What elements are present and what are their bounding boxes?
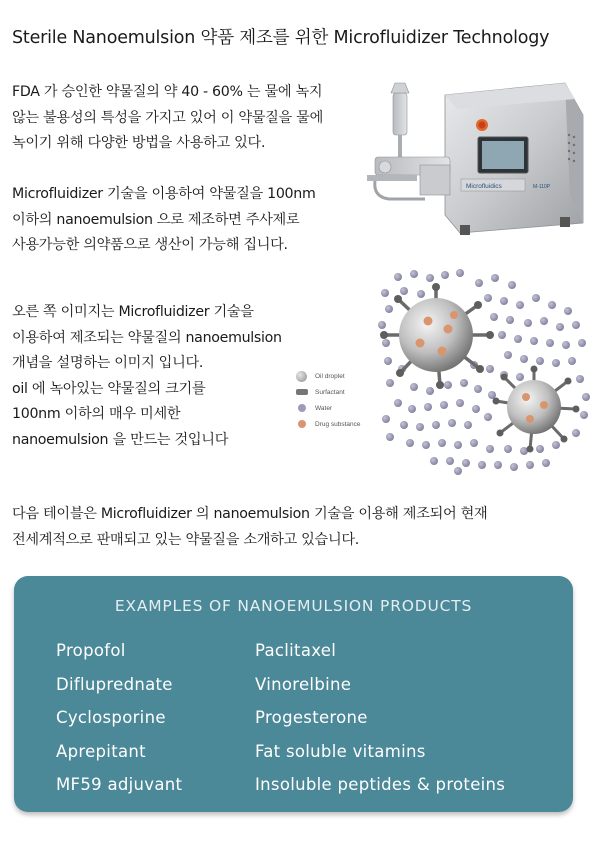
text-line: 전세계적으로 판매되고 있는 약물질을 소개하고 있습니다. bbox=[12, 531, 359, 548]
intro-paragraph bbox=[12, 80, 323, 157]
nanoemulsion-products-panel bbox=[14, 576, 573, 812]
text-line: 녹이기 위해 다양한 방법을 사용하고 있다. bbox=[12, 135, 266, 151]
text-line: oil 에 녹아있는 약물질의 크기를 bbox=[12, 380, 206, 397]
product-item: MF59 adjuvant bbox=[56, 775, 183, 794]
technology-paragraph bbox=[12, 182, 316, 259]
text-line: FDA 가 승인한 약물질의 약 40 - 60% 는 물에 녹지 bbox=[12, 84, 323, 100]
microfluidizer-machine-image bbox=[365, 75, 590, 240]
diagram-explanation-paragraph bbox=[12, 300, 282, 453]
legend-item-drug: Drug substance bbox=[296, 416, 361, 432]
text-line: 오른 쪽 이미지는 Microfluidizer 기술을 bbox=[12, 304, 254, 320]
legend-item-water: Water bbox=[296, 400, 361, 416]
oil-droplet-swatch bbox=[296, 371, 307, 382]
text-line: Microfluidizer 기술을 이용하여 약물질을 100nm bbox=[12, 186, 316, 202]
machine-model-label: M-110P bbox=[533, 184, 551, 190]
product-item: Paclitaxel bbox=[255, 641, 337, 660]
text-line: 이용하여 제조되는 약물질의 nanoemulsion bbox=[12, 329, 282, 346]
oil-droplet-small bbox=[493, 366, 580, 453]
product-item: Vinorelbine bbox=[255, 674, 352, 694]
products-right-column bbox=[255, 634, 505, 802]
text-line: 다음 테이블은 Microfluidizer 의 nanoemulsion 기술을 이용해 제조되어 현재 bbox=[12, 506, 488, 522]
products-left-column bbox=[56, 634, 182, 802]
text-line: 사용가능한 의약품으로 생산이 가능해 집니다. bbox=[12, 237, 288, 253]
page-title: Sterile Nanoemulsion 약품 제조를 위한 Microfluidizer Technology bbox=[12, 28, 550, 48]
text-line: 개념을 설명하는 이미지 입니다. bbox=[12, 355, 204, 371]
product-item: Propofol bbox=[56, 641, 126, 660]
oil-droplet-large bbox=[380, 283, 494, 389]
text-line: 않는 불용성의 특성을 가지고 있어 이 약물질을 물에 bbox=[12, 109, 323, 126]
text-line: nanoemulsion 을 만드는 것입니다 bbox=[12, 431, 229, 448]
legend-item-oil: Oil droplet bbox=[296, 368, 361, 384]
text-line: 100nm 이하의 매우 미세한 bbox=[12, 406, 181, 422]
product-item: Insoluble peptides & proteins bbox=[255, 775, 506, 794]
product-item: Difluprednate bbox=[56, 674, 173, 694]
table-intro-paragraph bbox=[12, 502, 487, 553]
product-item: Cyclosporine bbox=[56, 708, 166, 727]
water-swatch bbox=[298, 404, 306, 412]
product-item: Fat soluble vitamins bbox=[255, 741, 426, 761]
surfactant-swatch bbox=[296, 389, 308, 395]
text-line: 이하의 nanoemulsion 으로 제조하면 주사제로 bbox=[12, 211, 300, 228]
product-item: Progesterone bbox=[255, 708, 368, 727]
legend-item-surfactant: Surfactant bbox=[296, 384, 361, 400]
product-item: Aprepitant bbox=[56, 741, 146, 761]
diagram-legend bbox=[296, 368, 361, 432]
drug-substance-swatch bbox=[298, 420, 306, 428]
machine-brand-label: Microfluidics bbox=[466, 183, 502, 190]
products-panel-title: EXAMPLES OF NANOEMULSION PRODUCTS bbox=[114, 597, 473, 615]
